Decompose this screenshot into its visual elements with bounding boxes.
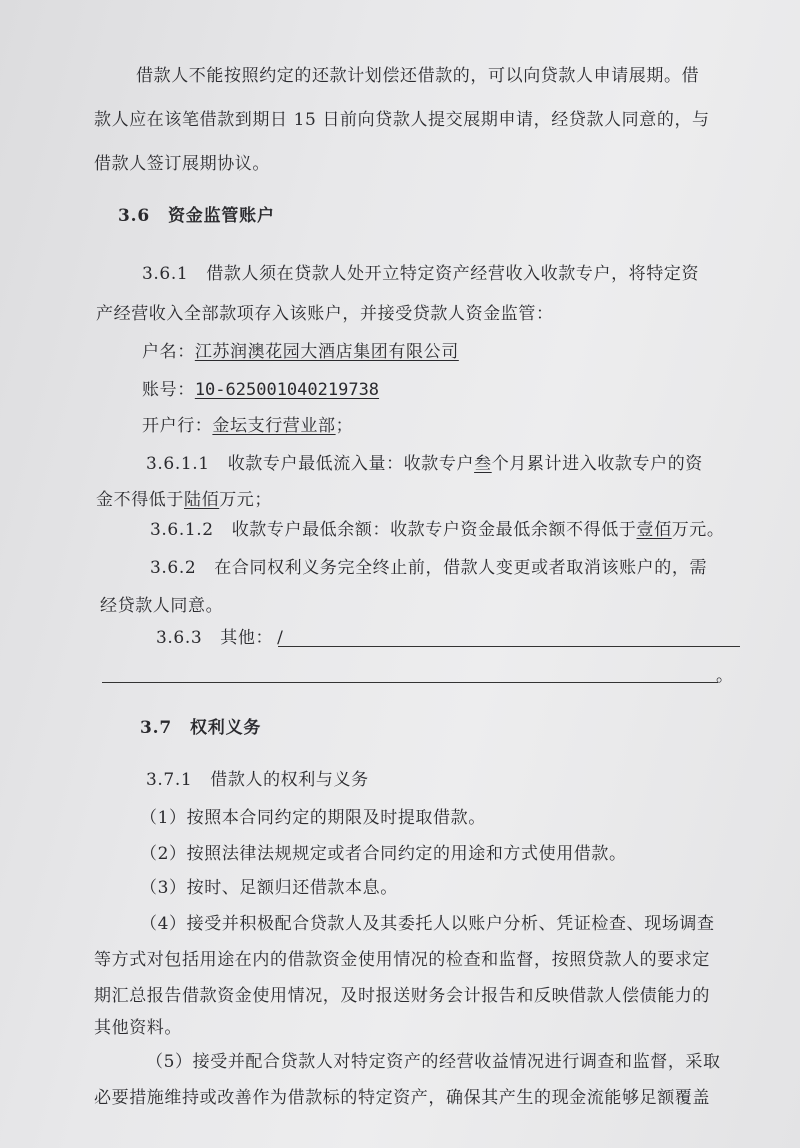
section-3-7-title: 权利义务 — [189, 718, 262, 738]
account-bank-suffix: ； — [335, 416, 354, 436]
section-3-7-heading — [140, 716, 261, 740]
extension-paragraph-line-3: 借款人签订展期协议。 — [94, 154, 270, 174]
right-item-1: （1）按照本合同约定的期限及时提取借款。 — [140, 808, 486, 828]
item-3-6-1-2-line — [150, 518, 725, 542]
account-number-label: 账号： — [142, 380, 195, 400]
item-3-6-3-line — [156, 626, 283, 650]
item-3-6-2-number: 3.6.2 — [150, 558, 197, 578]
account-name-value: 江苏润澳花园大酒店集团有限公司 — [194, 342, 459, 362]
item-3-6-3-end-mark: 。 — [716, 666, 734, 686]
item-3-6-3-value: / — [277, 628, 284, 648]
extension-paragraph-line-2: 款人应在该笔借款到期日 15 日前向贷款人提交展期申请，经贷款人同意的，与 — [94, 110, 710, 130]
item-3-6-3-number: 3.6.3 — [156, 628, 203, 648]
right-item-4-line-1: （4）接受并积极配合贷款人及其委托人以账户分析、凭证检查、现场调查 — [140, 914, 715, 934]
item-3-6-1-line-1 — [142, 262, 699, 286]
right-item-4-line-2: 等方式对包括用途在内的借款资金使用情况的检查和监督，按照贷款人的要求定 — [94, 950, 710, 970]
right-item-4-line-3: 期汇总报告借款资金使用情况，及时报送财务会计报告和反映借款人偿债能力的 — [94, 986, 710, 1006]
item-3-6-1-1-number: 3.6.1.1 — [146, 454, 210, 474]
item-3-6-2-text-1: 在合同权利义务完全终止前，借款人变更或者取消该账户的，需 — [214, 558, 708, 578]
account-bank-row — [142, 414, 353, 438]
extension-paragraph-line-1: 借款人不能按照约定的还款计划偿还借款的，可以向贷款人申请展期。借 — [136, 66, 700, 86]
account-bank-label: 开户行： — [142, 416, 213, 436]
item-3-6-1-2-text-b: 万元。 — [671, 520, 725, 540]
item-3-6-1-line-2: 产经营收入全部款项存入该账户，并接受贷款人资金监管： — [96, 304, 554, 324]
item-3-6-1-1-text-b: 个月累计进入收款专户的资 — [491, 454, 703, 474]
account-name-label: 户名： — [142, 342, 195, 362]
right-item-5-line-1: （5）接受并配合贷款人对特定资产的经营收益情况进行调查和监督，采取 — [146, 1052, 721, 1072]
right-item-3: （3）按时、足额归还借款本息。 — [140, 878, 398, 898]
item-3-6-3-blank-line-1 — [278, 646, 740, 647]
item-3-6-1-2-amount: 壹佰 — [636, 520, 672, 540]
item-3-7-1-heading — [146, 768, 369, 792]
item-3-6-1-1-text-c: 金不得低于 — [96, 490, 184, 510]
account-number-value: 10-625001040219738 — [194, 380, 380, 400]
item-3-6-2-line-1 — [150, 556, 707, 580]
item-3-6-3-blank-line-2 — [102, 682, 718, 683]
account-bank-value: 金坛支行营业部 — [212, 416, 336, 436]
item-3-6-2-line-2: 经贷款人同意。 — [100, 596, 224, 616]
item-3-6-3-label: 其他： — [220, 628, 274, 648]
item-3-6-1-text-1: 借款人须在贷款人处开立特定资产经营收入收款专户，将特定资 — [206, 264, 700, 284]
item-3-6-1-2-number: 3.6.1.2 — [150, 520, 214, 540]
item-3-7-1-title: 借款人的权利与义务 — [210, 770, 369, 790]
item-3-6-1-1-months: 叁 — [474, 454, 492, 474]
item-3-7-1-number: 3.7.1 — [146, 770, 193, 790]
section-3-7-number: 3.7 — [140, 718, 172, 738]
item-3-6-1-1-line-1 — [146, 452, 703, 476]
section-3-6-heading — [118, 204, 275, 228]
account-number-row — [142, 378, 379, 402]
right-item-4-line-4: 其他资料。 — [94, 1018, 182, 1038]
section-3-6-number: 3.6 — [118, 206, 150, 226]
item-3-6-1-number: 3.6.1 — [142, 264, 189, 284]
item-3-6-1-1-text-a: 收款专户最低流入量：收款专户 — [227, 454, 475, 474]
item-3-6-1-1-line-2 — [96, 488, 272, 512]
item-3-6-1-1-amount: 陆佰 — [184, 490, 220, 510]
right-item-2: （2）按照法律法规规定或者合同约定的用途和方式使用借款。 — [140, 844, 627, 864]
account-name-row — [142, 340, 459, 364]
right-item-5-line-2: 必要措施维持或改善作为借款标的特定资产，确保其产生的现金流能够足额覆盖 — [94, 1088, 710, 1108]
item-3-6-1-1-text-d: 万元； — [219, 490, 273, 510]
section-3-6-title: 资金监管账户 — [167, 206, 275, 226]
item-3-6-1-2-text-a: 收款专户最低余额：收款专户资金最低余额不得低于 — [231, 520, 637, 540]
